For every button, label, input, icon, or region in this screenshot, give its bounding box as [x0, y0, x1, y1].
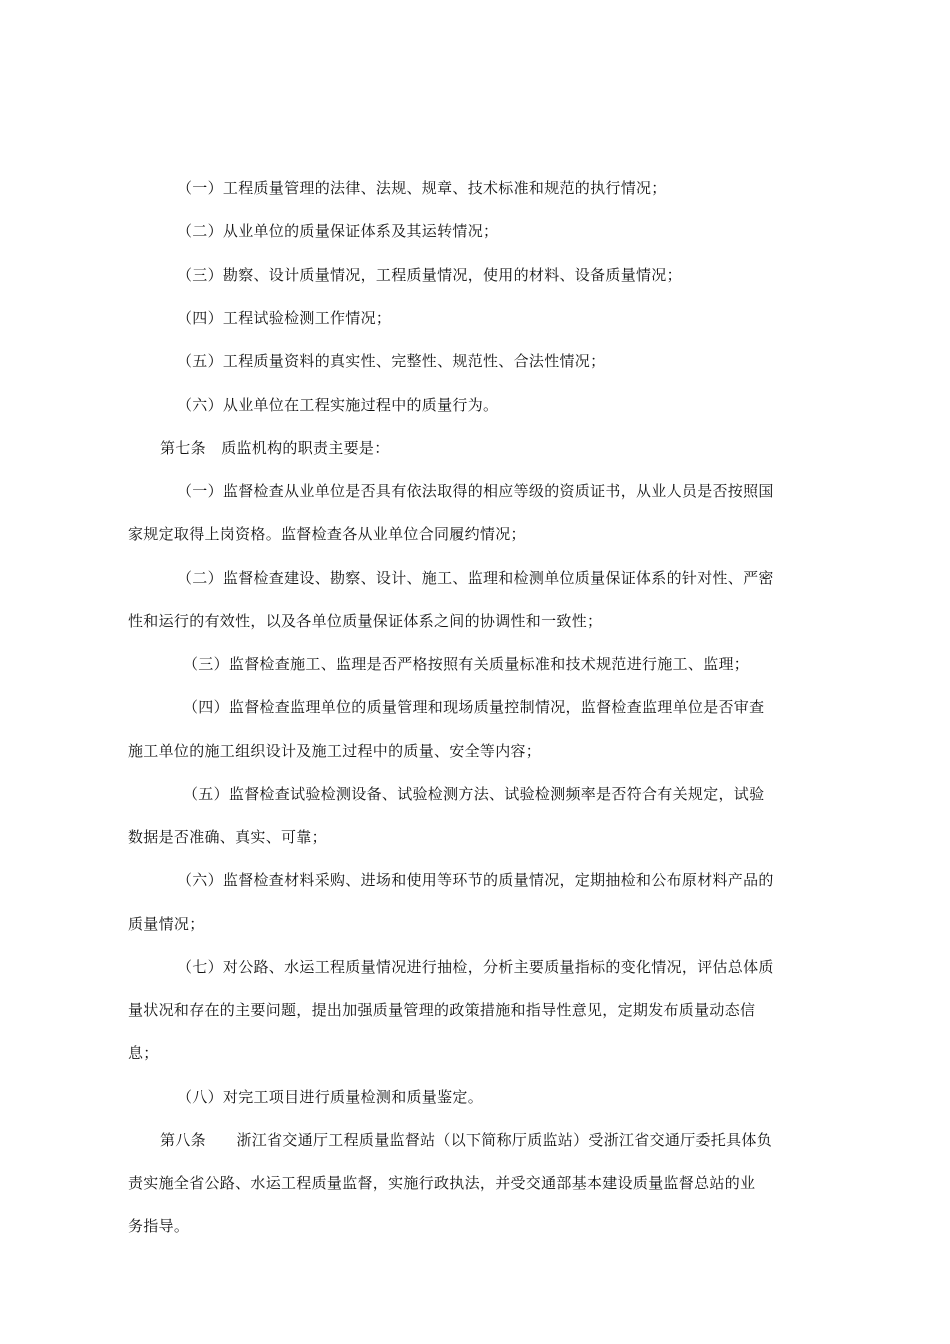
- duty-5-line-2: 数据是否准确、真实、可靠；: [128, 828, 327, 846]
- item-6-line: （六）从业单位在工程实施过程中的质量行为。: [177, 396, 499, 414]
- duty-1-line-2: 家规定取得上岗资格。监督检查各从业单位合同履约情况；: [128, 525, 526, 543]
- article-8-line-2: 责实施全省公路、水运工程质量监督，实施行政执法，并受交通部基本建设质量监督总站的业: [128, 1174, 756, 1192]
- article-8-line-3: 务指导。: [128, 1217, 190, 1235]
- duty-3-line: （三）监督检查施工、监理是否严格按照有关质量标准和技术规范进行施工、监理；: [183, 655, 750, 673]
- item-5-line: （五）工程质量资料的真实性、完整性、规范性、合法性情况；: [177, 352, 606, 370]
- duty-4-line-1: （四）监督检查监理单位的质量管理和现场质量控制情况，监督检查监理单位是否审查: [183, 698, 765, 716]
- duty-5-line-1: （五）监督检查试验检测设备、试验检测方法、试验检测频率是否符合有关规定，试验: [183, 785, 765, 803]
- duty-7-line-3: 息；: [128, 1044, 159, 1062]
- duty-1-line-1: （一）监督检查从业单位是否具有依法取得的相应等级的资质证书，从业人员是否按照国: [177, 482, 774, 500]
- item-2-line: （二）从业单位的质量保证体系及其运转情况；: [177, 222, 499, 240]
- duty-8-line: （八）对完工项目进行质量检测和质量鉴定。: [177, 1088, 484, 1106]
- item-3-line: （三）勘察、设计质量情况，工程质量情况，使用的材料、设备质量情况；: [177, 266, 682, 284]
- duty-2-line-1: （二）监督检查建设、勘察、设计、施工、监理和检测单位质量保证体系的针对性、严密: [177, 569, 774, 587]
- article-7-heading: 第七条 质监机构的职责主要是：: [160, 439, 390, 457]
- article-8-line-1: 第八条 浙江省交通厅工程质量监督站（以下简称厅质监站）受浙江省交通厅委托具体负: [160, 1131, 773, 1149]
- duty-7-line-1: （七）对公路、水运工程质量情况进行抽检，分析主要质量指标的变化情况，评估总体质: [177, 958, 774, 976]
- duty-7-line-2: 量状况和存在的主要问题，提出加强质量管理的政策措施和指导性意见，定期发布质量动态信: [128, 1001, 756, 1019]
- duty-6-line-1: （六）监督检查材料采购、进场和使用等环节的质量情况，定期抽检和公布原材料产品的: [177, 871, 774, 889]
- duty-6-line-2: 质量情况；: [128, 915, 205, 933]
- duty-4-line-2: 施工单位的施工组织设计及施工过程中的质量、安全等内容；: [128, 742, 542, 760]
- item-4-line: （四）工程试验检测工作情况；: [177, 309, 392, 327]
- duty-2-line-2: 性和运行的有效性，以及各单位质量保证体系之间的协调性和一致性；: [128, 612, 603, 630]
- item-1-line: （一）工程质量管理的法律、法规、规章、技术标准和规范的执行情况；: [177, 179, 667, 197]
